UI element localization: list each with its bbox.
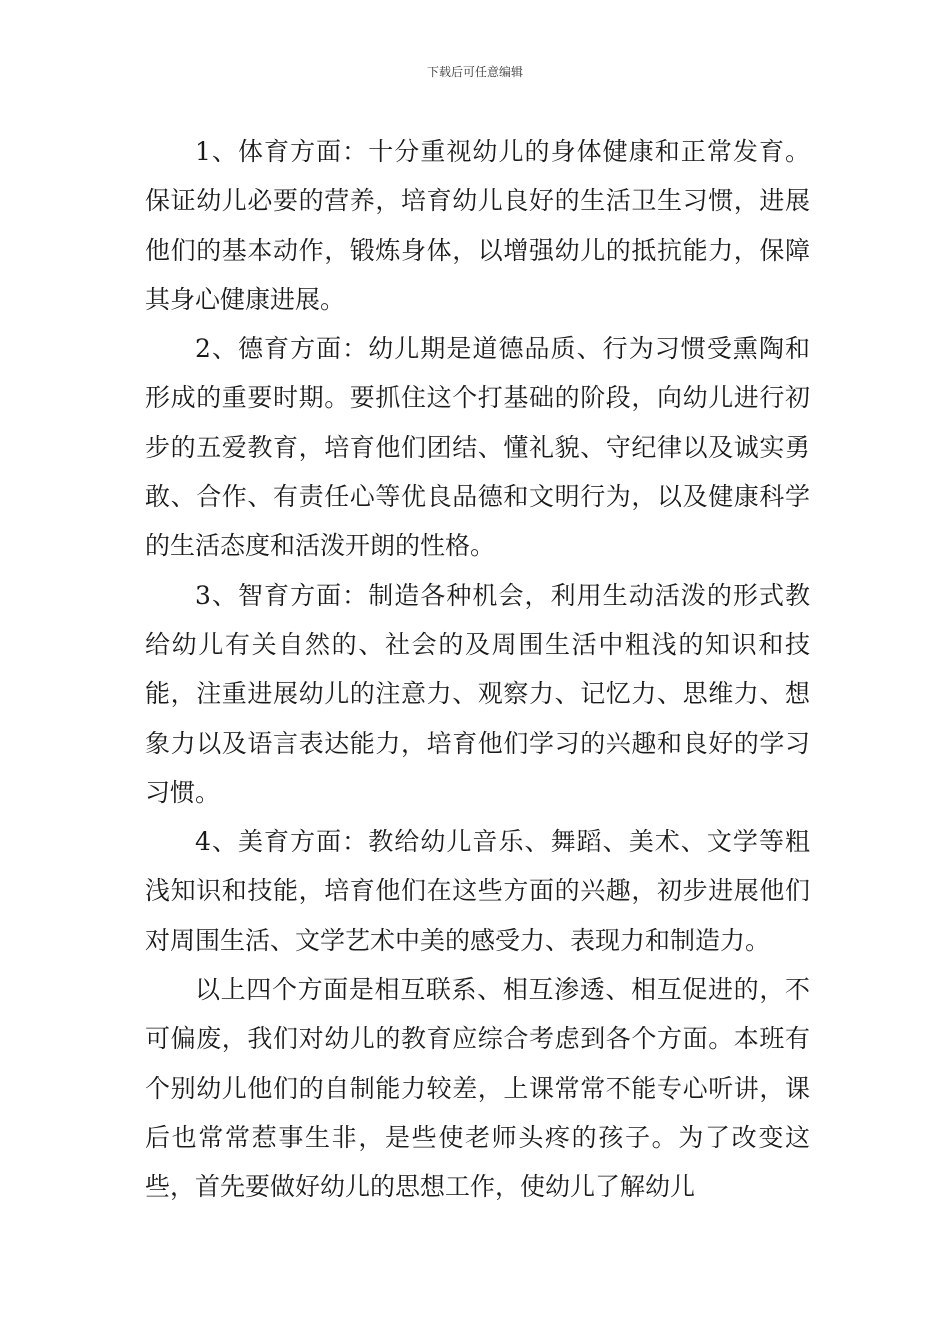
paragraph-intellectual-education: 3、智育方面：制造各种机会，利用生动活泼的形式教给幼儿有关自然的、社会的及周围生活中粗浅的知识和技能，注重进展幼儿的注意力、观察力、记忆力、思维力、想象力以及语言表达能力，培育他们学习的兴趣和良好的学习习惯。 [145,580,810,807]
paragraph-summary: 以上四个方面是相互联系、相互渗透、相互促进的，不可偏废，我们对幼儿的教育应综合考虑到各个方面。本班有个别幼儿他们的自制能力较差，上课常常不能专心听讲，课后也常常惹事生非，是些使老师头疼的孩子。为了改变这些，首先要做好幼儿的思想工作，使幼儿了解幼儿 [145,975,810,1202]
paragraph-moral-education: 2、德育方面：幼儿期是道德品质、行为习惯受熏陶和形成的重要时期。要抓住这个打基础的阶段，向幼儿进行初步的五爱教育，培育他们团结、懂礼貌、守纪律以及诚实勇敢、合作、有责任心等优良品德和文明行为，以及健康科学的生活态度和活泼开朗的性格。 [145,334,810,561]
page-header: 下载后可任意编辑 [426,65,523,79]
paragraph-physical-education: 1、体育方面：十分重视幼儿的身体健康和正常发育。保证幼儿必要的营养，培育幼儿良好的生活卫生习惯，进展他们的基本动作，锻炼身体，以增强幼儿的抵抗能力，保障其身心健康进展。 [145,137,810,314]
paragraph-aesthetic-education: 4、美育方面：教给幼儿音乐、舞蹈、美术、文学等粗浅知识和技能，培育他们在这些方面的兴趣，初步进展他们对周围生活、文学艺术中美的感受力、表现力和制造力。 [145,827,810,955]
document-body [145,127,810,1212]
